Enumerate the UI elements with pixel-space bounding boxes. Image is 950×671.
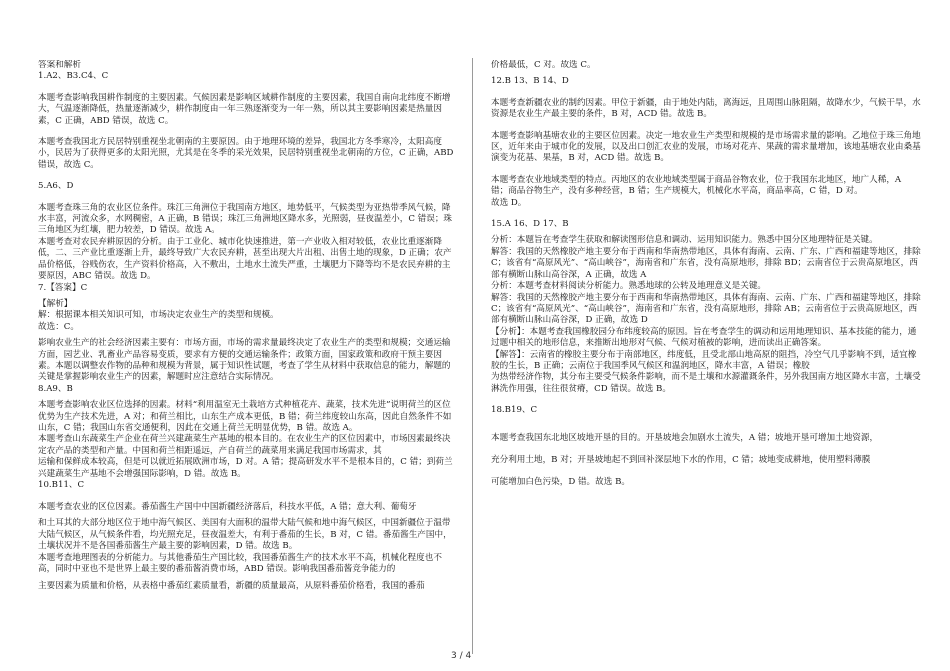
right-column — [491, 60, 921, 620]
explanation-paragraph: 分析：本题考查材料阅读分析能力。熟悉地球的公转及地理意义是关键。 — [491, 281, 767, 292]
explanation-paragraph: 本题考查我国北方民居特别重视坐北朝南的主要原因。由于地理环境的差异，我国北方冬季寒冷，太阳高度小，民居为了获得更多的太阳光照，尤其是在冬季的采光效果，民居特别重视坐北朝南的方位，C 正确，ABD 错误，故选 C。 — [38, 137, 454, 170]
answer-line: 15.A 16、D 17、B — [491, 219, 569, 230]
explanation-paragraph: 价格最低，C 对。故选 C。 — [491, 60, 596, 70]
answer-line: 18.B19、C — [491, 405, 538, 416]
explanation-paragraph: 本题考查影响基塘农业的主要区位因素。决定一地农业生产类型和规模的是市场需求量的影响。乙地位于珠三角地区，近年来由于城市化的发展，以及出口创汇农业的发展，市场对花卉、果蔬的需求量增加，该地基塘农业由桑基演变为花基、果基，B 对，ACD 错。故选 B。 — [491, 130, 921, 164]
answers-heading: 答案和解析 — [38, 60, 81, 70]
explanation-paragraph: 分析：本题旨在考查学生获取和解读图形信息和调动、运用知识能力。熟悉中国分区地理特征是关键。 — [491, 235, 878, 246]
answer-line: 1.A2、B3.C4、C — [38, 71, 109, 82]
analysis-label: 【解析】 — [38, 298, 73, 309]
answer-choice: 故选 D。 — [491, 197, 527, 208]
explanation-paragraph: 影响农业生产的社会经济因素主要有：市场方面，市场的需求量最终决定了农业生产的类型和规模；交通运输方面，园艺业、乳畜业产品容易变质，要求有方便的交通运输条件；政策方面，国家政策和政府干预主要因素。本题以调整农作物的品种和规模为背景，属于知识性试题，考查了学生从材料中获取信息的能力，解题的关键是掌握影响农业生产的因素，解题时应注意结合实际情况。 — [38, 338, 451, 383]
explanation-paragraph: 本题考查新疆农业的制约因素。甲位于新疆，由于地处内陆，离海远，且周围山脉阻隔，故降水少，气候干旱，水资源是农业生产最主要的条件，B 对，ACD 错。故选 B。 — [491, 97, 921, 120]
explanation-paragraph: 本题考查我国东北地区坡地开垦的目的。开垦坡地会加剧水土流失，A 错；坡地开垦可增加土地资源， — [491, 432, 879, 443]
explanation-paragraph: 本题考查影响农业区位选择的因素。材料“利用温室无土栽培方式种植花卉、蔬菜，技术先进”说明荷兰的区位优势为生产技术先进，A 对；和荷兰相比，山东生产成本更低，B 错；荷兰纬度较山东高，因此自然条件不如山东，C 错；我国山东省交通便利，因此在交通上荷兰无明显优势，B 错。故选 A。 — [38, 400, 452, 433]
explanation-paragraph: 运输和保鲜成本较高，但是可以就近拓展欧洲市场，D 对。A 错；提高研发水平不是根本目的，C 错；到荷兰兴建蔬菜生产基地不会增强国际影响，D 错。故选 B。 — [38, 457, 453, 479]
explanation-paragraph: 本题考查农业地域类型的特点。丙地区的农业地域类型属于商品谷物农业，位于我国东北地区，地广人稀，A 错；商品谷物生产，没有多种经营，B 错；生产规模大，机械化水平高，商品率高，C 错，D 对。 — [491, 174, 902, 197]
answer-line: 12.B 13、B 14、D — [491, 76, 569, 87]
explanation-paragraph: 本题考查山东蔬菜生产企业在荷兰兴建蔬菜生产基地的根本目的。在农业生产的区位因素中，市场因素最终决定农产品的类型和产量。中国和荷兰相距遥远，产自荷兰的蔬菜用来满足我国市场需求，其 — [38, 434, 451, 456]
explanation-paragraph: 可能增加白色污染，D 错。故选 B。 — [491, 476, 630, 487]
explanation-paragraph: 【解答】：云南省的橡胶主要分布于南部地区，纬度低，且受北部山地高原的阻挡，冷空气几乎影响不到，适宜橡胶的生长，B 正确；云南位于我国季风气候区和温润地区，降水丰富，A 错误；橡胶 — [491, 349, 917, 371]
explanation-paragraph: 本题考查影响我国耕作制度的主要因素。气候因素是影响区域耕作制度的主要因素，我国自南向北纬度不断增大，气温逐渐降低，热量逐渐减少，耕作制度由一年三熟逐渐变为一年一熟，所以其主要影响因素是热量因素，C 正确，ABD 错误，故选 C。 — [38, 92, 451, 126]
answer-line: 8.A9、B — [38, 383, 73, 394]
explanation-paragraph: 本题考查对农民弃耕原因的分析。由于工业化、城市化快速推进，第一产业收入相对较低，农业比重逐渐降低，二、三产业比重逐渐上升，最终导致广大农民弃耕，甚至出现大片出租、出售土地的现象，D 正确；农产品价格低，谷贱伤农，生产资料价格高，入不敷出，土地水土流失严重，土壤肥力下降等均不是农民弃耕的主要原因，ABC 错误。故选 D。 — [38, 236, 452, 282]
answer-line: 5.A6、D — [38, 181, 74, 192]
explanation-paragraph: 【分析】：本题考查我国橡胶园分布纬度较高的原因。旨在考查学生的调动和运用地理知识、基本技能的能力，通过题中相关的地形信息，来推断出地形对气候、气候对植被的影响，进而读出正确答案。 — [491, 326, 917, 349]
explanation-paragraph: 解答：我国的天然橡胶产地主要分布于西南和华南热带地区，具体有海南、云南、广东、广西和福建等地区，排除 C；该省有“高原风光”、“高山峡谷”，海南省和广东省，没有高原地形，排除 AB；云南省位于云贵高原地区，西部有横断山脉山高谷深，D 正确，故选 D — [491, 292, 921, 326]
explanation-paragraph: 本题考查珠三角的农业区位条件。珠江三角洲位于我国南方地区，地势低平，气候类型为亚热带季风气候，降水丰富，河流众多，水网稠密，A 正确，B 错误；珠江三角洲地区降水多，光照弱，昼夜温差小，C 错误；珠三角地区为红壤，肥力较差，D 错误。故选 A。 — [38, 202, 453, 236]
answer-line: 10.B11、C — [38, 480, 85, 490]
explanation-paragraph: 主要因素为质量和价格，从表格中番茄红素质量看，新疆的质量最高，从原料番茄价格看，我国的番茄 — [38, 581, 425, 592]
explanation-paragraph: 解答：我国的天然橡胶产地主要分布于西南和华南热带地区，具体有海南、云南、广东、广西和福建等地区，排除 C；该省有“高原风光”、“高山峡谷”，海南省和广东省，没有高原地形，排除 BD；云南省位于云贵高原地区，西部有横断山脉山高谷深，A 正确，故选 A — [491, 246, 921, 280]
explanation-paragraph: 充分利用土地，B 对；开垦坡地起不到回补深层地下水的作用，C 错；坡地变成耕地，使用塑料薄膜 — [491, 454, 871, 465]
answer-line: 7.【答案】C — [38, 282, 88, 293]
column-divider — [472, 58, 473, 654]
explanation-paragraph: 本题考查农业的区位因素。番茄酱生产国中中国新疆经济落后，科技水平低，A 错；意大利、葡萄牙 — [38, 502, 417, 513]
explanation-paragraph: 为热带经济作物，其分布主要受气候条件影响，而不是土壤和水源灌溉条件，另外我国南方地区降水丰富，土壤受淋洗作用强，往往很贫瘠，CD 错误。故选 B。 — [491, 372, 921, 394]
explanation-paragraph: 解：根据课本相关知识可知，市场决定农业生产的类型和规模。 — [38, 310, 279, 321]
left-column — [38, 60, 456, 656]
explanation-paragraph: 和土耳其的大部分地区位于地中海气候区、美国有大面积的温带大陆气候和地中海气候区，中国新疆位于温带大陆气候区，从气候条件看，均光照充足，昼夜温差大，有利于番茄的生长，B 对，C 错。番茄酱生产国中，土壤状况并不是各国番茄酱生产最主要的影响因素，D 错。故选 B。 — [38, 518, 452, 552]
page-number: 3 / 4 — [451, 651, 472, 661]
answer-choice: 故选：C。 — [38, 321, 79, 332]
explanation-paragraph: 本题考查地理图表的分析能力。与其他番茄生产国比较，我国番茄酱生产的技术水平不高，机械化程度也不高，同时中亚也不是世界上最主要的番茄酱消费市场，ABD 错误。影响我国番茄酱竞争能力的 — [38, 552, 442, 575]
